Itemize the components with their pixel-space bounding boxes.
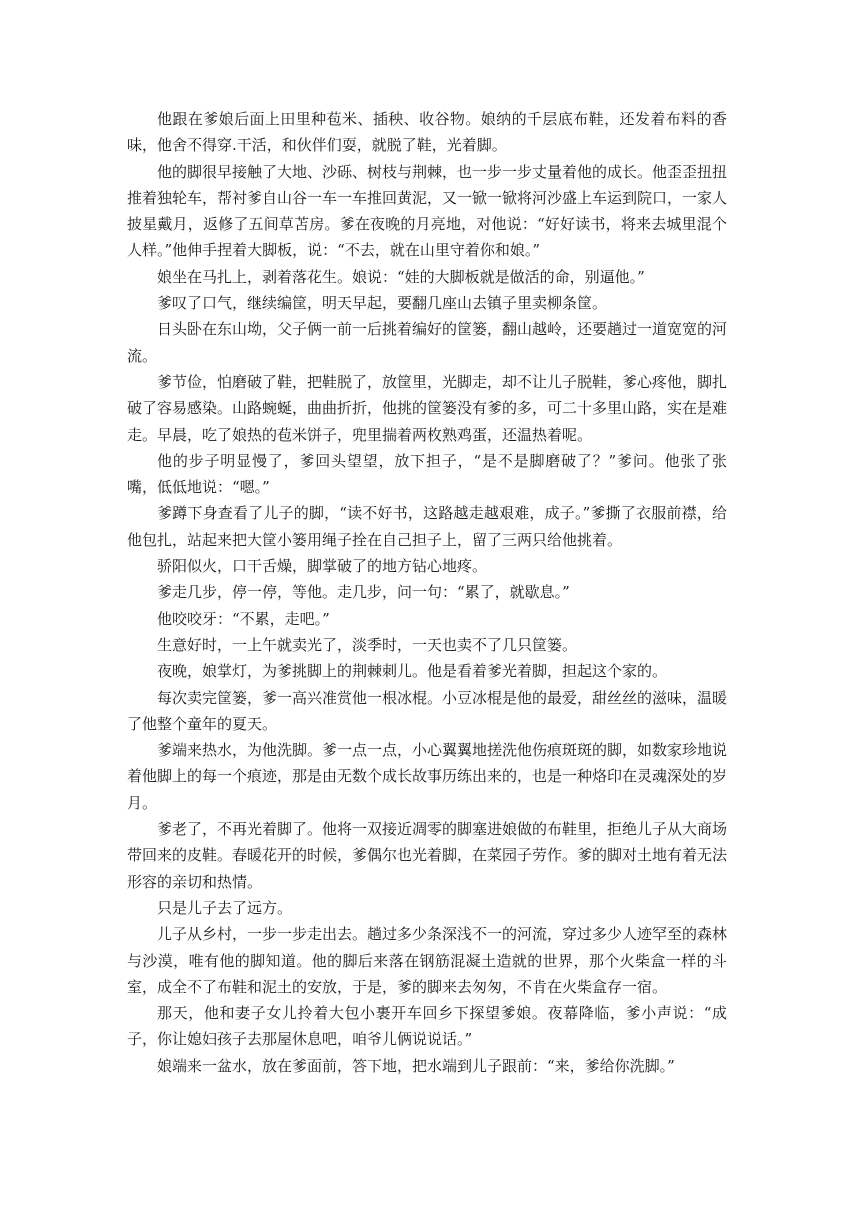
article-body [127,106,727,1079]
paragraph: 他跟在爹娘后面上田里种苞米、插秧、收谷物。娘纳的千层底布鞋，还发着布料的香味，他舍不得穿.干活，和伙伴们耍，就脱了鞋，光着脚。 [127,110,727,155]
paragraph: 爹走几步，停一停，等他。走几步，问一句：“累了，就歇息。” [157,583,570,602]
paragraph: 每次卖完筐篓，爹一高兴准赏他一根冰棍。小豆冰棍是他的最爱，甜丝丝的滋味，温暖了他整个童年的夏天。 [127,688,728,733]
paragraph: 生意好时，一上午就卖光了，淡季时，一天也卖不了几只筐篓。 [157,635,578,654]
paragraph: 爹节俭，怕磨破了鞋，把鞋脱了，放筐里，光脚走，却不让儿子脱鞋，爹心疼他，脚扎破了容易感染。山路蜿蜒，曲曲折折，他挑的筐篓没有爹的多，可二十多里山路，实在是难走。早晨，吃了娘热的苞米饼子，兜里揣着两枚熟鸡蛋，还温热着呢。 [127,372,728,444]
paragraph: 夜晚，娘掌灯，为爹挑脚上的荆棘刺儿。他是看着爹光着脚，担起这个家的。 [157,662,668,681]
paragraph: 只是儿子去了远方。 [157,898,293,917]
paragraph: 日头卧在东山坳，父子俩一前一后挑着编好的筐篓，翻山越岭，还要趟过一道宽宽的河流。 [127,320,728,365]
paragraph: 娘坐在马扎上，剥着落花生。娘说：“娃的大脚板就是做活的命，别逼他。” [157,267,645,286]
paragraph: 爹端来热水，为他洗脚。爹一点一点，小心翼翼地搓洗他伤痕斑斑的脚，如数家珍地说着他脚上的每一个痕迹，那是由无数个成长故事历练出来的，也是一种烙印在灵魂深处的岁月。 [127,741,728,812]
paragraph: 儿子从乡村，一步一步走出去。趟过多少条深浅不一的河流，穿过多少人迹罕至的森林与沙漠，唯有他的脚知道。他的脚后来落在钢筋混凝土造就的世界，那个火柴盒一样的斗室，成全不了布鞋和泥土的安放，于是，爹的脚来去匆匆，不肯在火柴盒存一宿。 [127,925,728,996]
paragraph: 他的步子明显慢了，爹回头望望，放下担子，“是不是脚磨破了？”爹问。他张了张嘴，低低地说：“嗯。” [127,451,727,497]
paragraph: 爹老了，不再光着脚了。他将一双接近凋零的脚塞进娘做的布鞋里，拒绝儿子从大商场带回来的皮鞋。春暖花开的时候，爹偶尔也光着脚，在菜园子劳作。爹的脚对土地有着无法形容的亲切和热情。 [127,820,728,891]
paragraph: 爹叹了口气，继续编筐，明天早起，要翻几座山去镇子里卖柳条筐。 [157,294,608,313]
paragraph: 娘端来一盆水，放在爹面前，答下地，把水端到儿子跟前：“来，爹给你洗脚。” [157,1056,675,1075]
paragraph: 那天，他和妻子女儿拎着大包小裹开车回乡下探望爹娘。夜幕降临，爹小声说：“成子，你让媳妇孩子去那屋休息吧，咱爷儿俩说说话。” [127,1004,727,1049]
paragraph: 他的脚很早接触了大地、沙砾、树枝与荆棘，也一步一步丈量着他的成长。他歪歪扭扭推着独轮车，帮衬爹自山谷一车一车推回黄泥，又一锨一锨将河沙盛上车运到院口，一家人披星戴月，返修了五间草苫房。爹在夜晚的月亮地，对他说：“好好读书，将来去城里混个人样。”他伸手捏着大脚板，说：“不去，就在山里守着你和娘。” [127,162,728,260]
paragraph: 爹蹲下身查看了儿子的脚，“读不好书，这路越走越艰难，成子。”爹撕了衣服前襟，给他包扎，站起来把大筐小篓用绳子拴在自己担子上，留了三两只给他挑着。 [127,504,727,549]
paragraph: 他咬咬牙：“不累，走吧。” [157,609,330,628]
paragraph: 骄阳似火，口干舌燥，脚掌破了的地方钻心地疼。 [157,557,488,576]
